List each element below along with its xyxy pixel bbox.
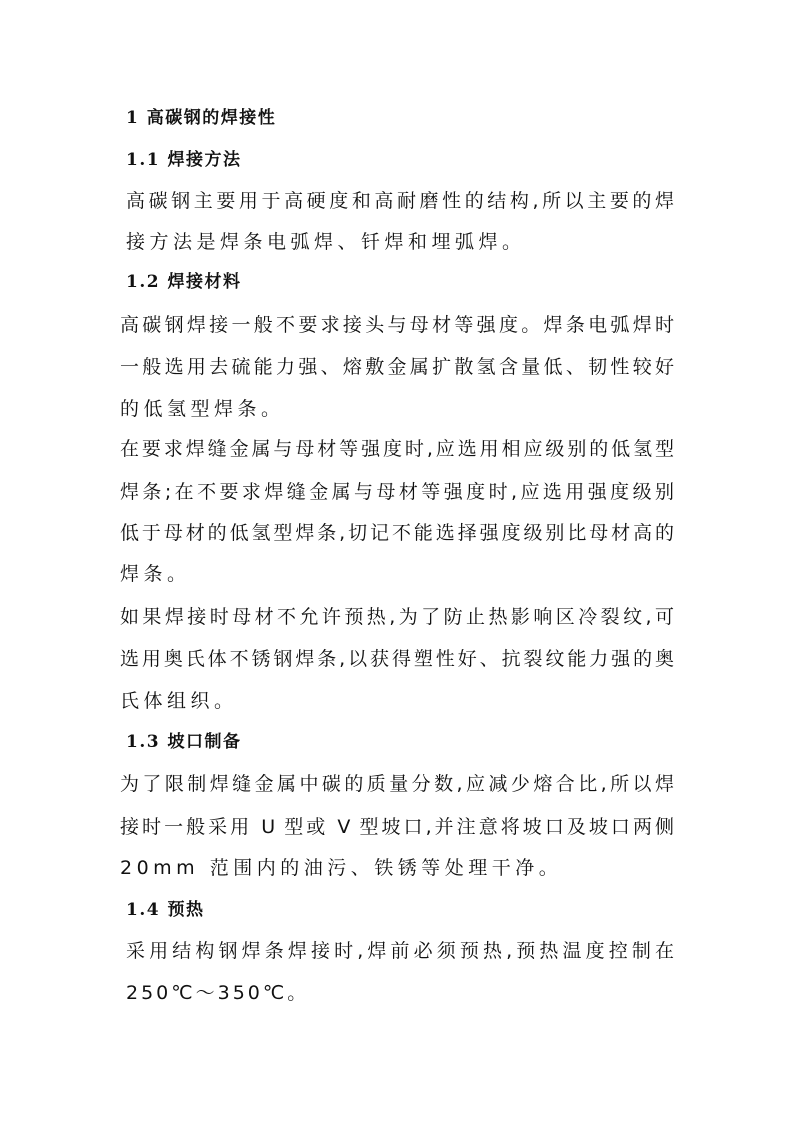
- paragraph-line: 低于母材的低氢型焊条,切记不能选择强度级别比母材高的: [120, 522, 674, 544]
- paragraph-line: 氏体组织。: [120, 690, 238, 712]
- paragraph-line: 250℃～350℃。: [126, 982, 310, 1004]
- paragraph-line: 在要求焊缝金属与母材等强度时,应选用相应级别的低氢型: [120, 438, 674, 460]
- paragraph-line: 选用奥氏体不锈钢焊条,以获得塑性好、抗裂纹能力强的奥: [120, 648, 674, 670]
- heading-section-1-3: 1.3 坡口制备: [126, 732, 242, 752]
- paragraph-line: 高碳钢焊接一般不要求接头与母材等强度。焊条电弧焊时: [120, 314, 674, 336]
- paragraph-line: 为了限制焊缝金属中碳的质量分数,应减少熔合比,所以焊: [120, 773, 674, 795]
- paragraph-line: 高碳钢主要用于高硬度和高耐磨性的结构,所以主要的焊: [126, 190, 674, 212]
- paragraph-line: 20mm 范围内的油污、铁锈等处理干净。: [120, 857, 563, 879]
- paragraph-line: 的低氢型焊条。: [120, 398, 285, 420]
- paragraph-line: 采用结构钢焊条焊接时,焊前必须预热,预热温度控制在: [126, 940, 674, 962]
- paragraph-line: 一般选用去硫能力强、熔敷金属扩散氢含量低、韧性较好: [120, 356, 674, 378]
- paragraph-line: 如果焊接时母材不允许预热,为了防止热影响区冷裂纹,可: [120, 606, 674, 628]
- heading-section-1-1: 1.1 焊接方法: [126, 150, 242, 170]
- paragraph-line: 焊条。: [120, 563, 191, 585]
- paragraph-line: 接时一般采用 U 型或 V 型坡口,并注意将坡口及坡口两侧: [120, 816, 674, 838]
- paragraph-line: 接方法是焊条电弧焊、钎焊和埋弧焊。: [126, 231, 526, 253]
- heading-section-1-4: 1.4 预热: [126, 900, 205, 920]
- heading-section-1: 1 高碳钢的焊接性: [126, 108, 277, 128]
- paragraph-line: 焊条;在不要求焊缝金属与母材等强度时,应选用强度级别: [120, 481, 674, 503]
- heading-section-1-2: 1.2 焊接材料: [126, 272, 242, 292]
